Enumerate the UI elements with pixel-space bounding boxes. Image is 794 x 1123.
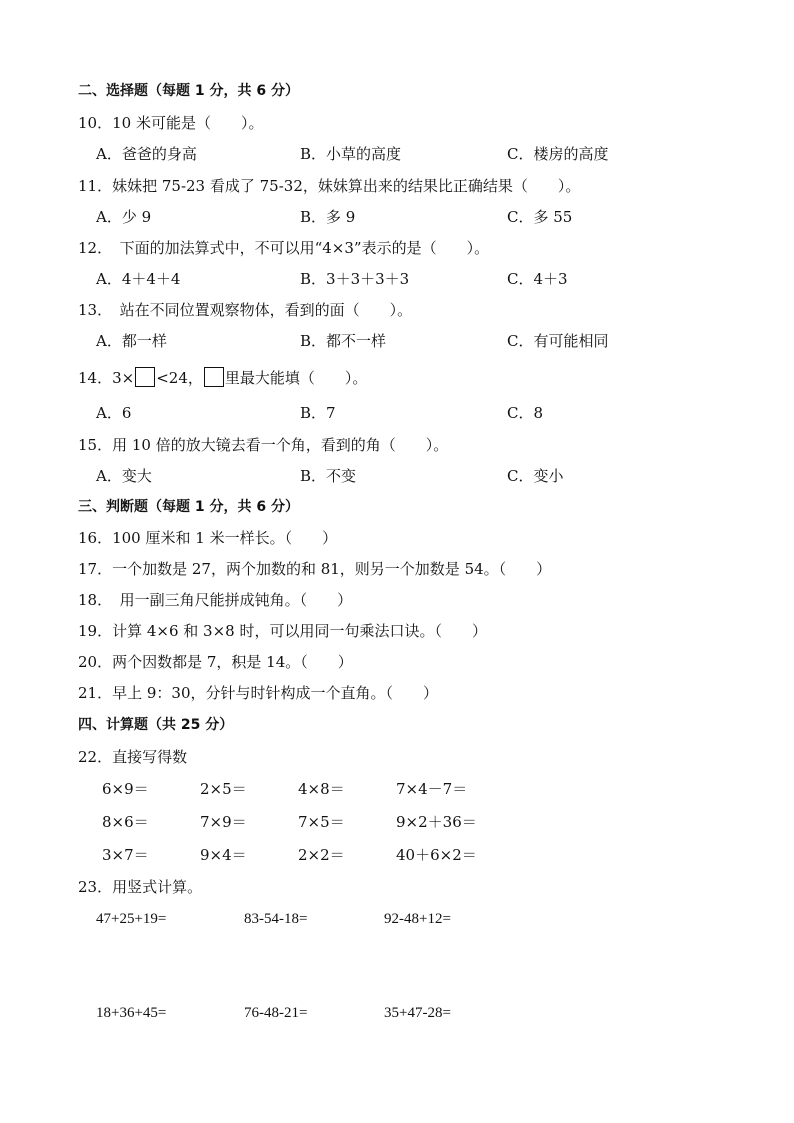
vertical-calc-item: 18+36+45= [96,1005,167,1021]
question-21: 21．早上 9：30，分针与时针构成一个直角。（ ） [78,684,438,702]
mental-math-item: 7×5＝ [298,813,345,831]
question-10-option-b: B．小草的高度 [300,145,402,163]
section-title-calculation: 四、计算题（共 25 分） [78,717,234,733]
question-11-stem: 11．妹妹把 75-23 看成了 75-32，妹妹算出来的结果比正确结果（ ）。 [78,177,581,195]
question-15-stem: 15．用 10 倍的放大镜去看一个角，看到的角（ ）。 [78,436,449,454]
mental-math-item: 3×7＝ [102,846,149,864]
question-15-option-c: C．变小 [507,467,564,485]
question-12-stem: 12． 下面的加法算式中，不可以用“4×3”表示的是（ ）。 [78,239,490,257]
question-18: 18． 用一副三角尺能拼成钝角。（ ） [78,591,353,609]
vertical-calc-item: 35+47-28= [384,1005,451,1021]
mental-math-item: 40＋6×2＝ [396,846,477,864]
question-20: 20．两个因数都是 7，积是 14。（ ） [78,653,353,671]
question-14-option-b: B．7 [300,404,336,422]
mental-math-item: 6×9＝ [102,780,149,798]
mental-math-item: 9×2＋36＝ [396,813,477,831]
question-23-stem: 23．用竖式计算。 [78,878,203,896]
question-14-option-c: C．8 [507,404,544,422]
question-15-option-a: A．变大 [96,467,152,485]
question-13-option-c: C．有可能相同 [507,332,609,350]
question-13-stem: 13． 站在不同位置观察物体，看到的面（ ）。 [78,301,413,319]
question-11-option-b: B．多 9 [300,208,356,226]
question-11-option-a: A．少 9 [96,208,152,226]
question-14-stem-part1: 14．3× [78,369,135,387]
question-19: 19．计算 4×6 和 3×8 时，可以用同一句乘法口诀。（ ） [78,622,487,640]
vertical-calc-item: 47+25+19= [96,911,167,927]
mental-math-item: 7×9＝ [200,813,247,831]
question-10-option-a: A．爸爸的身高 [96,145,197,163]
mental-math-item: 2×5＝ [200,780,247,798]
question-22-stem: 22．直接写得数 [78,748,188,766]
section-title-judgement: 三、判断题（每题 1 分，共 6 分） [78,499,299,515]
question-12-option-b: B．3＋3＋3＋3 [300,270,410,288]
mental-math-item: 7×4－7＝ [396,780,468,798]
mental-math-item: 2×2＝ [298,846,345,864]
question-10-option-c: C．楼房的高度 [507,145,609,163]
section-title-choice: 二、选择题（每题 1 分，共 6 分） [78,83,299,99]
blank-box [135,367,155,387]
question-13-option-a: A．都一样 [96,332,167,350]
vertical-calc-item: 92-48+12= [384,911,451,927]
question-17: 17．一个加数是 27，两个加数的和 81，则另一个加数是 54。（ ） [78,560,552,578]
vertical-calc-item: 83-54-18= [244,911,308,927]
vertical-calc-item: 76-48-21= [244,1005,308,1021]
question-14-stem-part3: 里最大能填（ ）。 [224,369,368,387]
question-16: 16．100 厘米和 1 米一样长。（ ） [78,529,338,547]
question-11-option-c: C．多 55 [507,208,573,226]
blank-box [204,367,224,387]
question-14-option-a: A．6 [96,404,132,422]
mental-math-item: 9×4＝ [200,846,247,864]
mental-math-item: 4×8＝ [298,780,345,798]
question-10-stem: 10．10 米可能是（ ）。 [78,114,264,132]
question-12-option-c: C．4＋3 [507,270,568,288]
mental-math-item: 8×6＝ [102,813,149,831]
question-14-stem [78,367,367,388]
question-12-option-a: A．4＋4＋4 [96,270,181,288]
question-13-option-b: B．都不一样 [300,332,387,350]
question-15-option-b: B．不变 [300,467,357,485]
question-14-stem-part2: <24， [156,369,203,387]
